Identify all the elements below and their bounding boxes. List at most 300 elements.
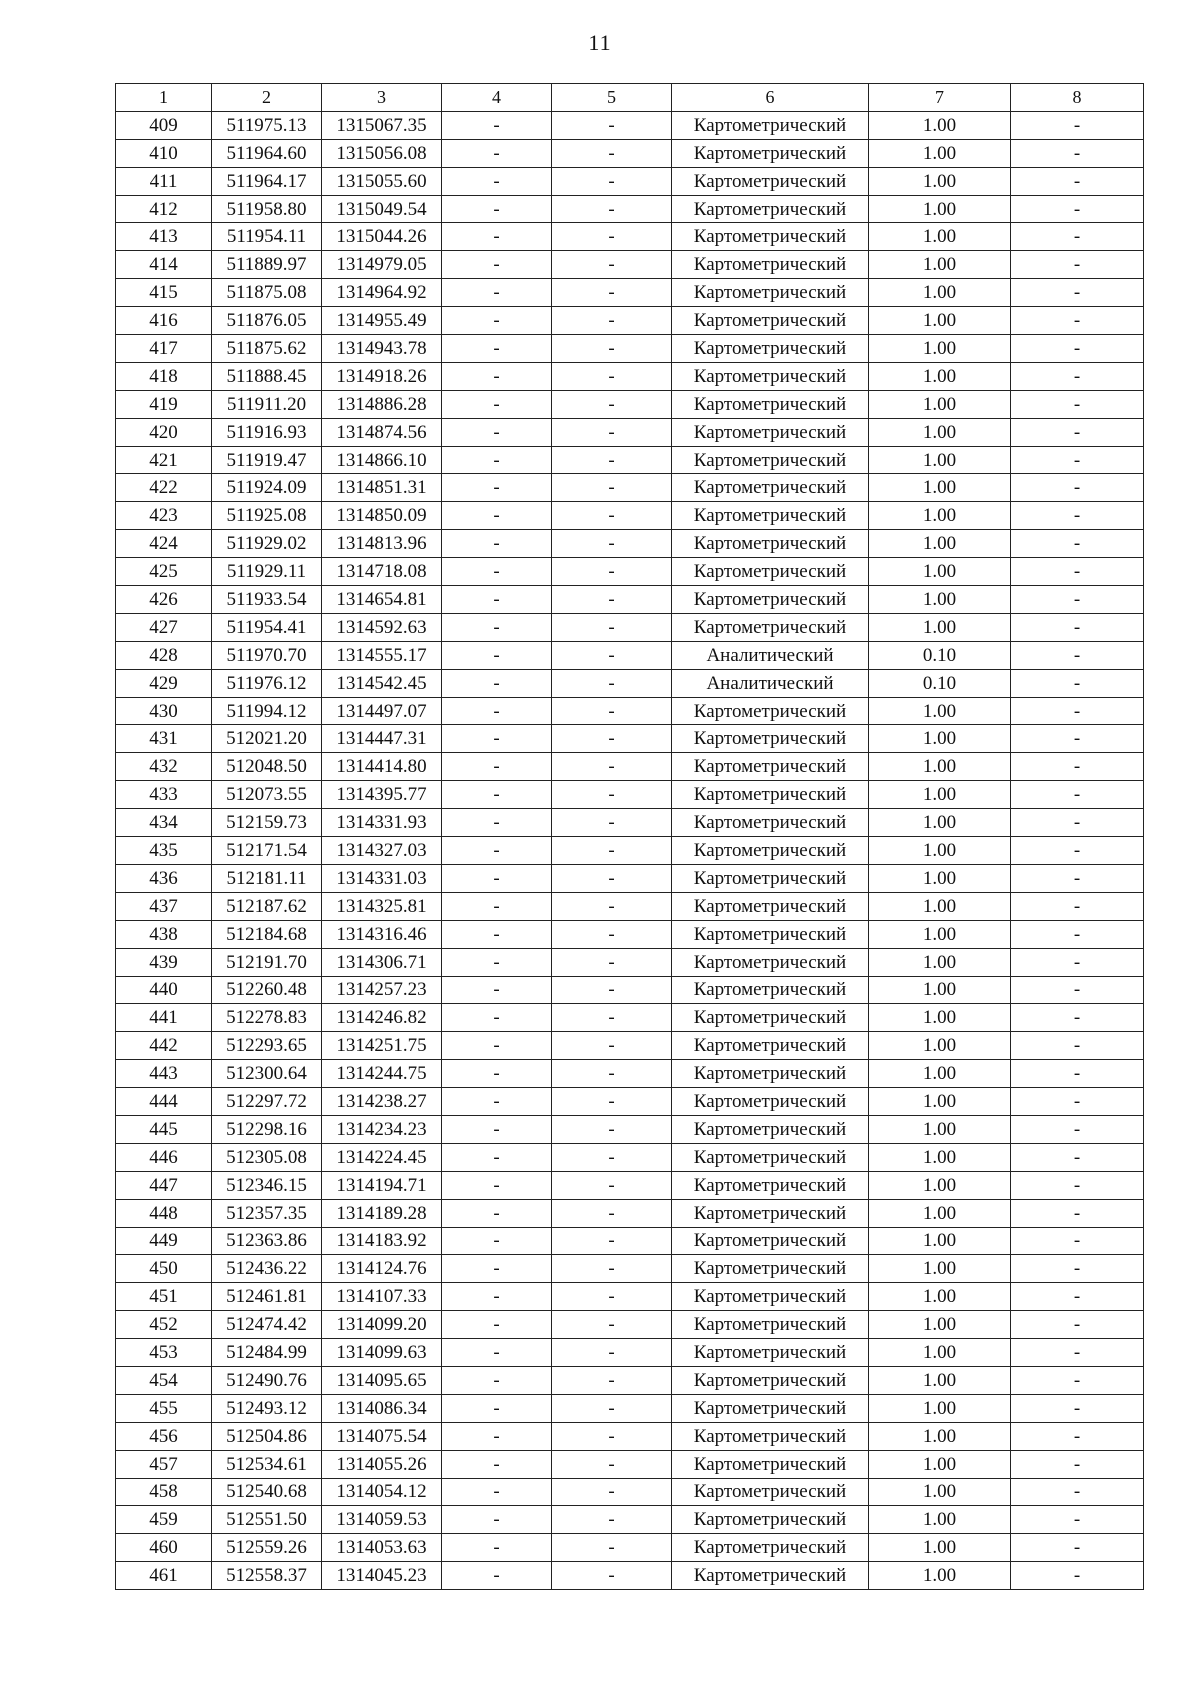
y-coordinate-cell: 1314964.92 (322, 279, 442, 307)
method-cell: Картометрический (672, 1339, 869, 1367)
y-coordinate-cell: 1314075.54 (322, 1422, 442, 1450)
column-5-cell: - (552, 1562, 672, 1590)
column-4-cell: - (442, 1143, 552, 1171)
column-5-cell: - (552, 1115, 672, 1143)
point-number-cell: 428 (116, 641, 212, 669)
precision-cell: 1.00 (869, 251, 1011, 279)
x-coordinate-cell: 512558.37 (212, 1562, 322, 1590)
x-coordinate-cell: 512171.54 (212, 837, 322, 865)
precision-cell: 1.00 (869, 948, 1011, 976)
column-8-cell: - (1011, 362, 1144, 390)
column-4-cell: - (442, 1311, 552, 1339)
point-number-cell: 424 (116, 530, 212, 558)
column-4-cell: - (442, 1366, 552, 1394)
table-row (116, 1339, 1144, 1367)
point-number-cell: 422 (116, 474, 212, 502)
precision-cell: 1.00 (869, 418, 1011, 446)
point-number-cell: 420 (116, 418, 212, 446)
precision-cell: 1.00 (869, 279, 1011, 307)
column-4-cell: - (442, 1171, 552, 1199)
column-8-cell: - (1011, 1171, 1144, 1199)
precision-cell: 1.00 (869, 892, 1011, 920)
column-header: 7 (869, 84, 1011, 112)
column-8-cell: - (1011, 1088, 1144, 1116)
x-coordinate-cell: 512305.08 (212, 1143, 322, 1171)
column-header: 6 (672, 84, 869, 112)
column-5-cell: - (552, 502, 672, 530)
method-cell: Картометрический (672, 418, 869, 446)
precision-cell: 1.00 (869, 335, 1011, 363)
x-coordinate-cell: 512300.64 (212, 1060, 322, 1088)
x-coordinate-cell: 512021.20 (212, 725, 322, 753)
precision-cell: 1.00 (869, 223, 1011, 251)
point-number-cell: 418 (116, 362, 212, 390)
column-4-cell: - (442, 809, 552, 837)
point-number-cell: 436 (116, 864, 212, 892)
y-coordinate-cell: 1314331.03 (322, 864, 442, 892)
x-coordinate-cell: 512490.76 (212, 1366, 322, 1394)
method-cell: Картометрический (672, 837, 869, 865)
method-cell: Картометрический (672, 279, 869, 307)
method-cell: Картометрический (672, 446, 869, 474)
x-coordinate-cell: 512484.99 (212, 1339, 322, 1367)
table-row (116, 613, 1144, 641)
table-header-row (116, 84, 1144, 112)
precision-cell: 0.10 (869, 669, 1011, 697)
x-coordinate-cell: 512181.11 (212, 864, 322, 892)
column-8-cell: - (1011, 837, 1144, 865)
column-5-cell: - (552, 753, 672, 781)
table-row (116, 1506, 1144, 1534)
x-coordinate-cell: 512461.81 (212, 1283, 322, 1311)
column-8-cell: - (1011, 1115, 1144, 1143)
column-8-cell: - (1011, 223, 1144, 251)
precision-cell: 1.00 (869, 1478, 1011, 1506)
column-8-cell: - (1011, 111, 1144, 139)
table-row (116, 390, 1144, 418)
point-number-cell: 430 (116, 697, 212, 725)
column-4-cell: - (442, 1255, 552, 1283)
x-coordinate-cell: 512534.61 (212, 1450, 322, 1478)
precision-cell: 1.00 (869, 139, 1011, 167)
column-8-cell: - (1011, 1032, 1144, 1060)
x-coordinate-cell: 512260.48 (212, 976, 322, 1004)
method-cell: Картометрический (672, 586, 869, 614)
precision-cell: 1.00 (869, 976, 1011, 1004)
precision-cell: 1.00 (869, 1534, 1011, 1562)
column-5-cell: - (552, 669, 672, 697)
precision-cell: 1.00 (869, 1088, 1011, 1116)
table-row (116, 530, 1144, 558)
column-8-cell: - (1011, 864, 1144, 892)
x-coordinate-cell: 511924.09 (212, 474, 322, 502)
method-cell: Картометрический (672, 167, 869, 195)
y-coordinate-cell: 1314331.93 (322, 809, 442, 837)
x-coordinate-cell: 512073.55 (212, 781, 322, 809)
point-number-cell: 455 (116, 1394, 212, 1422)
y-coordinate-cell: 1314542.45 (322, 669, 442, 697)
point-number-cell: 450 (116, 1255, 212, 1283)
precision-cell: 1.00 (869, 502, 1011, 530)
point-number-cell: 458 (116, 1478, 212, 1506)
y-coordinate-cell: 1314555.17 (322, 641, 442, 669)
y-coordinate-cell: 1314183.92 (322, 1227, 442, 1255)
point-number-cell: 454 (116, 1366, 212, 1394)
method-cell: Картометрический (672, 1534, 869, 1562)
column-5-cell: - (552, 586, 672, 614)
x-coordinate-cell: 511875.62 (212, 335, 322, 363)
point-number-cell: 421 (116, 446, 212, 474)
precision-cell: 0.10 (869, 641, 1011, 669)
column-5-cell: - (552, 837, 672, 865)
method-cell: Картометрический (672, 1143, 869, 1171)
column-8-cell: - (1011, 641, 1144, 669)
precision-cell: 1.00 (869, 1394, 1011, 1422)
column-4-cell: - (442, 1004, 552, 1032)
point-number-cell: 461 (116, 1562, 212, 1590)
precision-cell: 1.00 (869, 1199, 1011, 1227)
y-coordinate-cell: 1314053.63 (322, 1534, 442, 1562)
column-5-cell: - (552, 474, 672, 502)
column-8-cell: - (1011, 1339, 1144, 1367)
column-8-cell: - (1011, 1366, 1144, 1394)
method-cell: Картометрический (672, 558, 869, 586)
column-8-cell: - (1011, 1478, 1144, 1506)
point-number-cell: 434 (116, 809, 212, 837)
method-cell: Картометрический (672, 1394, 869, 1422)
precision-cell: 1.00 (869, 1060, 1011, 1088)
column-8-cell: - (1011, 669, 1144, 697)
x-coordinate-cell: 512298.16 (212, 1115, 322, 1143)
table-row (116, 1255, 1144, 1283)
column-4-cell: - (442, 1060, 552, 1088)
x-coordinate-cell: 512187.62 (212, 892, 322, 920)
column-8-cell: - (1011, 1422, 1144, 1450)
x-coordinate-cell: 511964.17 (212, 167, 322, 195)
y-coordinate-cell: 1314086.34 (322, 1394, 442, 1422)
method-cell: Картометрический (672, 1227, 869, 1255)
column-5-cell: - (552, 613, 672, 641)
table-row (116, 1115, 1144, 1143)
table-body (116, 84, 1144, 1590)
column-5-cell: - (552, 1032, 672, 1060)
point-number-cell: 419 (116, 390, 212, 418)
y-coordinate-cell: 1314045.23 (322, 1562, 442, 1590)
point-number-cell: 442 (116, 1032, 212, 1060)
y-coordinate-cell: 1314059.53 (322, 1506, 442, 1534)
y-coordinate-cell: 1314095.65 (322, 1366, 442, 1394)
column-5-cell: - (552, 1255, 672, 1283)
column-5-cell: - (552, 390, 672, 418)
x-coordinate-cell: 512048.50 (212, 753, 322, 781)
x-coordinate-cell: 512191.70 (212, 948, 322, 976)
column-header: 4 (442, 84, 552, 112)
column-5-cell: - (552, 446, 672, 474)
column-5-cell: - (552, 1311, 672, 1339)
table-row (116, 1227, 1144, 1255)
y-coordinate-cell: 1315044.26 (322, 223, 442, 251)
method-cell: Картометрический (672, 335, 869, 363)
column-5-cell: - (552, 1283, 672, 1311)
y-coordinate-cell: 1314224.45 (322, 1143, 442, 1171)
x-coordinate-cell: 512474.42 (212, 1311, 322, 1339)
x-coordinate-cell: 511929.11 (212, 558, 322, 586)
column-4-cell: - (442, 502, 552, 530)
column-5-cell: - (552, 558, 672, 586)
column-header: 5 (552, 84, 672, 112)
column-8-cell: - (1011, 139, 1144, 167)
point-number-cell: 444 (116, 1088, 212, 1116)
method-cell: Картометрический (672, 892, 869, 920)
column-8-cell: - (1011, 1562, 1144, 1590)
x-coordinate-cell: 512297.72 (212, 1088, 322, 1116)
y-coordinate-cell: 1314497.07 (322, 697, 442, 725)
table-row (116, 864, 1144, 892)
point-number-cell: 449 (116, 1227, 212, 1255)
precision-cell: 1.00 (869, 1143, 1011, 1171)
column-8-cell: - (1011, 1394, 1144, 1422)
table-row (116, 251, 1144, 279)
column-8-cell: - (1011, 335, 1144, 363)
column-8-cell: - (1011, 1311, 1144, 1339)
y-coordinate-cell: 1314414.80 (322, 753, 442, 781)
x-coordinate-cell: 512493.12 (212, 1394, 322, 1422)
table-row (116, 1060, 1144, 1088)
column-5-cell: - (552, 139, 672, 167)
point-number-cell: 431 (116, 725, 212, 753)
column-4-cell: - (442, 976, 552, 1004)
column-8-cell: - (1011, 1004, 1144, 1032)
x-coordinate-cell: 511958.80 (212, 195, 322, 223)
column-4-cell: - (442, 1394, 552, 1422)
column-8-cell: - (1011, 530, 1144, 558)
y-coordinate-cell: 1314866.10 (322, 446, 442, 474)
point-number-cell: 443 (116, 1060, 212, 1088)
x-coordinate-cell: 511964.60 (212, 139, 322, 167)
method-cell: Картометрический (672, 781, 869, 809)
point-number-cell: 413 (116, 223, 212, 251)
method-cell: Аналитический (672, 641, 869, 669)
point-number-cell: 414 (116, 251, 212, 279)
table-row (116, 1366, 1144, 1394)
point-number-cell: 412 (116, 195, 212, 223)
table-row (116, 167, 1144, 195)
y-coordinate-cell: 1314055.26 (322, 1450, 442, 1478)
column-5-cell: - (552, 279, 672, 307)
precision-cell: 1.00 (869, 1339, 1011, 1367)
column-4-cell: - (442, 864, 552, 892)
y-coordinate-cell: 1314943.78 (322, 335, 442, 363)
x-coordinate-cell: 511919.47 (212, 446, 322, 474)
column-4-cell: - (442, 530, 552, 558)
column-5-cell: - (552, 1227, 672, 1255)
column-4-cell: - (442, 1088, 552, 1116)
column-4-cell: - (442, 725, 552, 753)
point-number-cell: 451 (116, 1283, 212, 1311)
precision-cell: 1.00 (869, 1311, 1011, 1339)
method-cell: Картометрический (672, 809, 869, 837)
column-8-cell: - (1011, 1227, 1144, 1255)
table-row (116, 1534, 1144, 1562)
column-8-cell: - (1011, 892, 1144, 920)
column-4-cell: - (442, 892, 552, 920)
precision-cell: 1.00 (869, 586, 1011, 614)
y-coordinate-cell: 1314251.75 (322, 1032, 442, 1060)
column-5-cell: - (552, 1366, 672, 1394)
y-coordinate-cell: 1315055.60 (322, 167, 442, 195)
precision-cell: 1.00 (869, 558, 1011, 586)
column-5-cell: - (552, 1422, 672, 1450)
column-header: 2 (212, 84, 322, 112)
column-8-cell: - (1011, 307, 1144, 335)
point-number-cell: 448 (116, 1199, 212, 1227)
table-row (116, 1478, 1144, 1506)
x-coordinate-cell: 511925.08 (212, 502, 322, 530)
point-number-cell: 432 (116, 753, 212, 781)
x-coordinate-cell: 511916.93 (212, 418, 322, 446)
column-8-cell: - (1011, 418, 1144, 446)
y-coordinate-cell: 1314592.63 (322, 613, 442, 641)
column-8-cell: - (1011, 390, 1144, 418)
column-4-cell: - (442, 837, 552, 865)
point-number-cell: 453 (116, 1339, 212, 1367)
precision-cell: 1.00 (869, 1004, 1011, 1032)
precision-cell: 1.00 (869, 1227, 1011, 1255)
table-row (116, 223, 1144, 251)
column-8-cell: - (1011, 586, 1144, 614)
column-4-cell: - (442, 474, 552, 502)
precision-cell: 1.00 (869, 809, 1011, 837)
column-4-cell: - (442, 418, 552, 446)
column-5-cell: - (552, 725, 672, 753)
method-cell: Картометрический (672, 1088, 869, 1116)
y-coordinate-cell: 1314718.08 (322, 558, 442, 586)
x-coordinate-cell: 511994.12 (212, 697, 322, 725)
x-coordinate-cell: 511975.13 (212, 111, 322, 139)
column-5-cell: - (552, 1339, 672, 1367)
method-cell: Картометрический (672, 1255, 869, 1283)
column-4-cell: - (442, 1534, 552, 1562)
column-5-cell: - (552, 335, 672, 363)
table-row (116, 697, 1144, 725)
y-coordinate-cell: 1314099.63 (322, 1339, 442, 1367)
method-cell: Картометрический (672, 390, 869, 418)
table-row (116, 948, 1144, 976)
y-coordinate-cell: 1314813.96 (322, 530, 442, 558)
y-coordinate-cell: 1314874.56 (322, 418, 442, 446)
column-8-cell: - (1011, 251, 1144, 279)
y-coordinate-cell: 1314246.82 (322, 1004, 442, 1032)
column-5-cell: - (552, 1199, 672, 1227)
column-header: 8 (1011, 84, 1144, 112)
column-5-cell: - (552, 111, 672, 139)
point-number-cell: 410 (116, 139, 212, 167)
column-4-cell: - (442, 390, 552, 418)
column-5-cell: - (552, 1004, 672, 1032)
precision-cell: 1.00 (869, 1506, 1011, 1534)
table-row (116, 1422, 1144, 1450)
column-4-cell: - (442, 362, 552, 390)
x-coordinate-cell: 512346.15 (212, 1171, 322, 1199)
column-8-cell: - (1011, 809, 1144, 837)
y-coordinate-cell: 1315067.35 (322, 111, 442, 139)
point-number-cell: 445 (116, 1115, 212, 1143)
y-coordinate-cell: 1314979.05 (322, 251, 442, 279)
method-cell: Картометрический (672, 1506, 869, 1534)
table-row (116, 558, 1144, 586)
point-number-cell: 416 (116, 307, 212, 335)
column-8-cell: - (1011, 920, 1144, 948)
precision-cell: 1.00 (869, 111, 1011, 139)
method-cell: Картометрический (672, 1478, 869, 1506)
y-coordinate-cell: 1314107.33 (322, 1283, 442, 1311)
table-row (116, 1311, 1144, 1339)
y-coordinate-cell: 1314851.31 (322, 474, 442, 502)
column-8-cell: - (1011, 613, 1144, 641)
column-4-cell: - (442, 335, 552, 363)
column-4-cell: - (442, 697, 552, 725)
point-number-cell: 459 (116, 1506, 212, 1534)
table-row (116, 474, 1144, 502)
column-4-cell: - (442, 1199, 552, 1227)
column-4-cell: - (442, 641, 552, 669)
column-5-cell: - (552, 892, 672, 920)
column-4-cell: - (442, 111, 552, 139)
column-4-cell: - (442, 669, 552, 697)
method-cell: Картометрический (672, 1115, 869, 1143)
point-number-cell: 441 (116, 1004, 212, 1032)
x-coordinate-cell: 511876.05 (212, 307, 322, 335)
y-coordinate-cell: 1314124.76 (322, 1255, 442, 1283)
column-5-cell: - (552, 1534, 672, 1562)
y-coordinate-cell: 1314257.23 (322, 976, 442, 1004)
y-coordinate-cell: 1314054.12 (322, 1478, 442, 1506)
table-row (116, 1171, 1144, 1199)
column-5-cell: - (552, 948, 672, 976)
column-4-cell: - (442, 1283, 552, 1311)
column-5-cell: - (552, 697, 672, 725)
column-header: 1 (116, 84, 212, 112)
point-number-cell: 456 (116, 1422, 212, 1450)
table-row (116, 976, 1144, 1004)
table-row (116, 139, 1144, 167)
column-8-cell: - (1011, 558, 1144, 586)
x-coordinate-cell: 512540.68 (212, 1478, 322, 1506)
column-8-cell: - (1011, 167, 1144, 195)
column-5-cell: - (552, 1394, 672, 1422)
column-4-cell: - (442, 1032, 552, 1060)
precision-cell: 1.00 (869, 613, 1011, 641)
method-cell: Аналитический (672, 669, 869, 697)
method-cell: Картометрический (672, 1004, 869, 1032)
table-row (116, 920, 1144, 948)
column-4-cell: - (442, 1562, 552, 1590)
x-coordinate-cell: 512504.86 (212, 1422, 322, 1450)
method-cell: Картометрический (672, 502, 869, 530)
column-8-cell: - (1011, 1450, 1144, 1478)
column-5-cell: - (552, 781, 672, 809)
column-4-cell: - (442, 920, 552, 948)
y-coordinate-cell: 1314395.77 (322, 781, 442, 809)
precision-cell: 1.00 (869, 1450, 1011, 1478)
table-row (116, 1143, 1144, 1171)
precision-cell: 1.00 (869, 920, 1011, 948)
column-8-cell: - (1011, 1283, 1144, 1311)
table-row (116, 418, 1144, 446)
table-row (116, 837, 1144, 865)
column-8-cell: - (1011, 474, 1144, 502)
point-number-cell: 427 (116, 613, 212, 641)
